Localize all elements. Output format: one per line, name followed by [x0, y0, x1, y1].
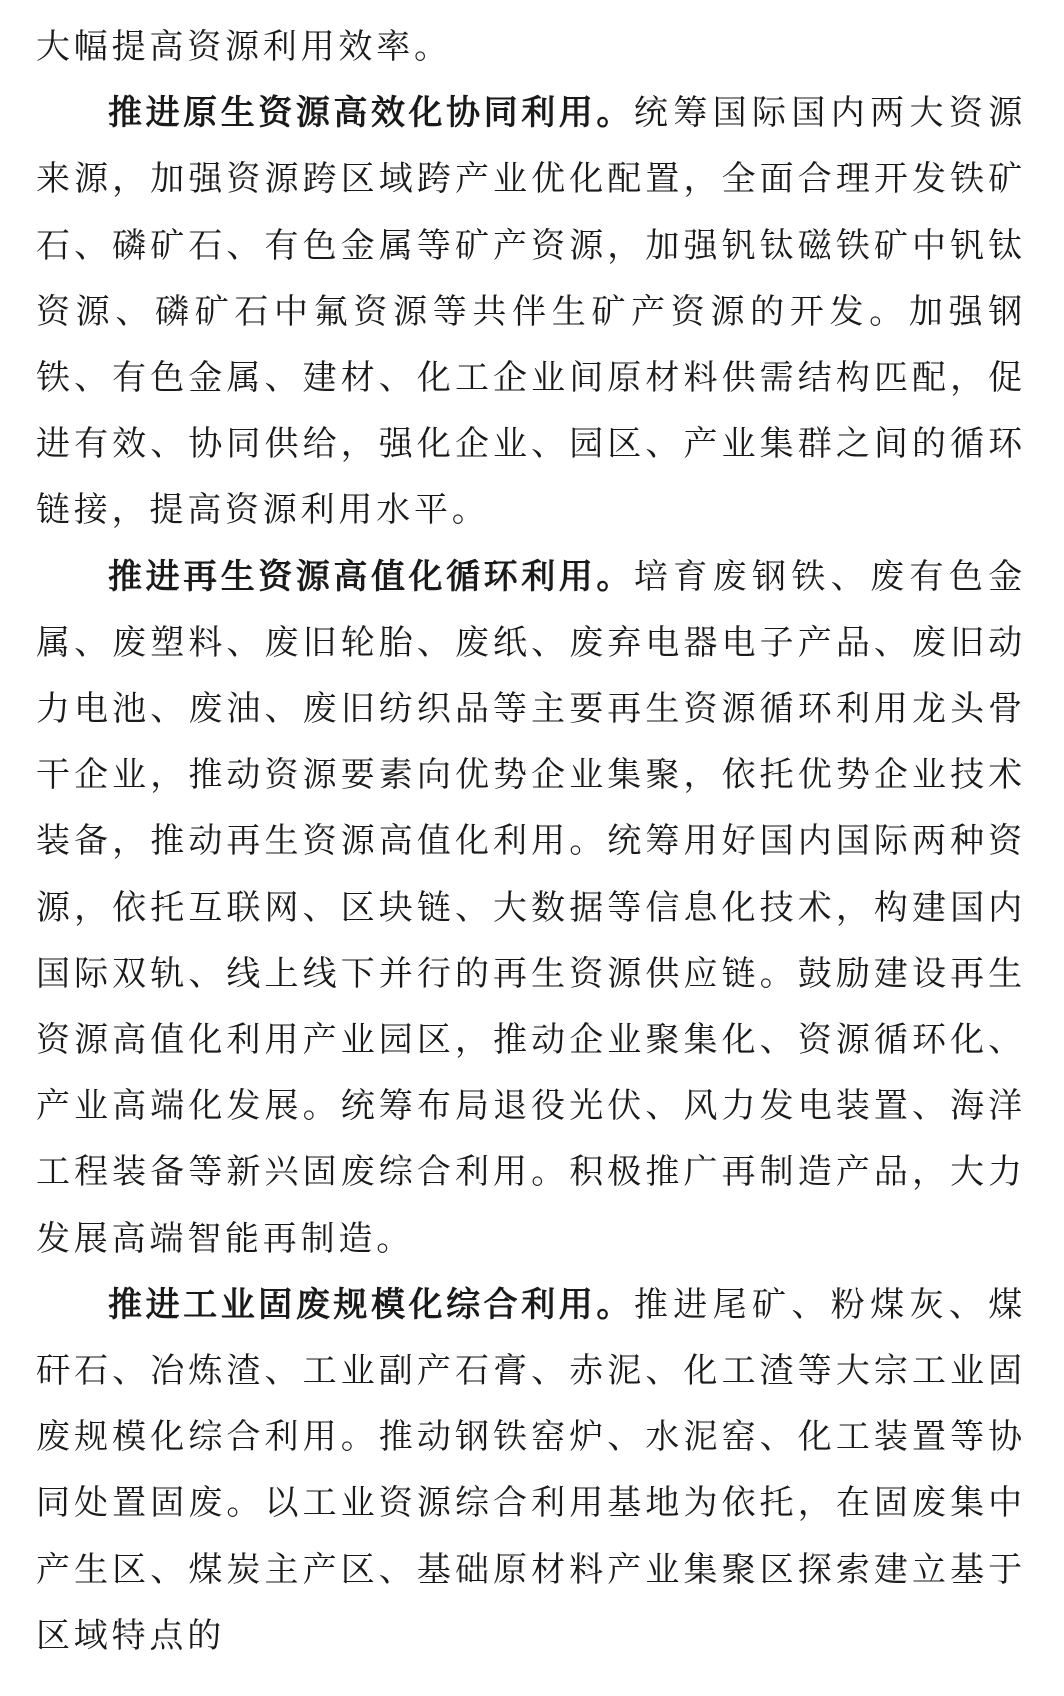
paragraph-heading: 推进工业固废规模化综合利用。	[108, 1284, 634, 1325]
paragraph-text: 培育废钢铁、废有色金属、废塑料、废旧轮胎、废纸、废弃电器电子产品、废旧动力电池、废油、废旧纺织品等主要再生资源循环利用龙头骨干企业，推动资源要素向优势企业集聚，依托优势企业技术装备，推动再生资源高值化利用。统筹用好国内国际两种资源，依托互联网、区块链、大数据等信息化技术，构建国内国际双轨、线上线下并行的再生资源供应链。鼓励建设再生资源高值化利用产业园区，推动企业聚集化、资源循环化、产业高端化发展。统筹布局退役光伏、风力发电装置、海洋工程装备等新兴固废综合利用。积极推广再制造产品，大力发展高端智能再制造。	[36, 556, 1027, 1259]
paragraph-industrial-solid-waste	[36, 1272, 1026, 1669]
paragraph-renewable-resources	[36, 544, 1026, 1272]
paragraph-text: 推进尾矿、粉煤灰、煤矸石、冶炼渣、工业副产石膏、赤泥、化工渣等大宗工业固废规模化综合利用。推动钢铁窑炉、水泥窑、化工装置等协同处置固废。以工业资源综合利用基地为依托，在固废集中产生区、煤炭主产区、基础原材料产业集聚区探索建立基于区域特点的	[36, 1284, 1027, 1656]
document-body	[36, 14, 1026, 1669]
paragraph-heading: 推进再生资源高值化循环利用。	[108, 556, 634, 597]
paragraph-heading: 推进原生资源高效化协同利用。	[108, 93, 634, 134]
paragraph-text: 统筹国际国内两大资源来源，加强资源跨区域跨产业优化配置，全面合理开发铁矿石、磷矿石、有色金属等矿产资源，加强钒钛磁铁矿中钒钛资源、磷矿石中氟资源等共伴生矿产资源的开发。加强钢铁、有色金属、建材、化工企业间原材料供需结构匹配，促进有效、协同供给，强化企业、园区、产业集群之间的循环链接，提高资源利用水平。	[36, 93, 1027, 531]
paragraph-primary-resources	[36, 80, 1026, 543]
paragraph-continuation	[36, 14, 1026, 80]
paragraph-text: 大幅提高资源利用效率。	[36, 27, 452, 67]
